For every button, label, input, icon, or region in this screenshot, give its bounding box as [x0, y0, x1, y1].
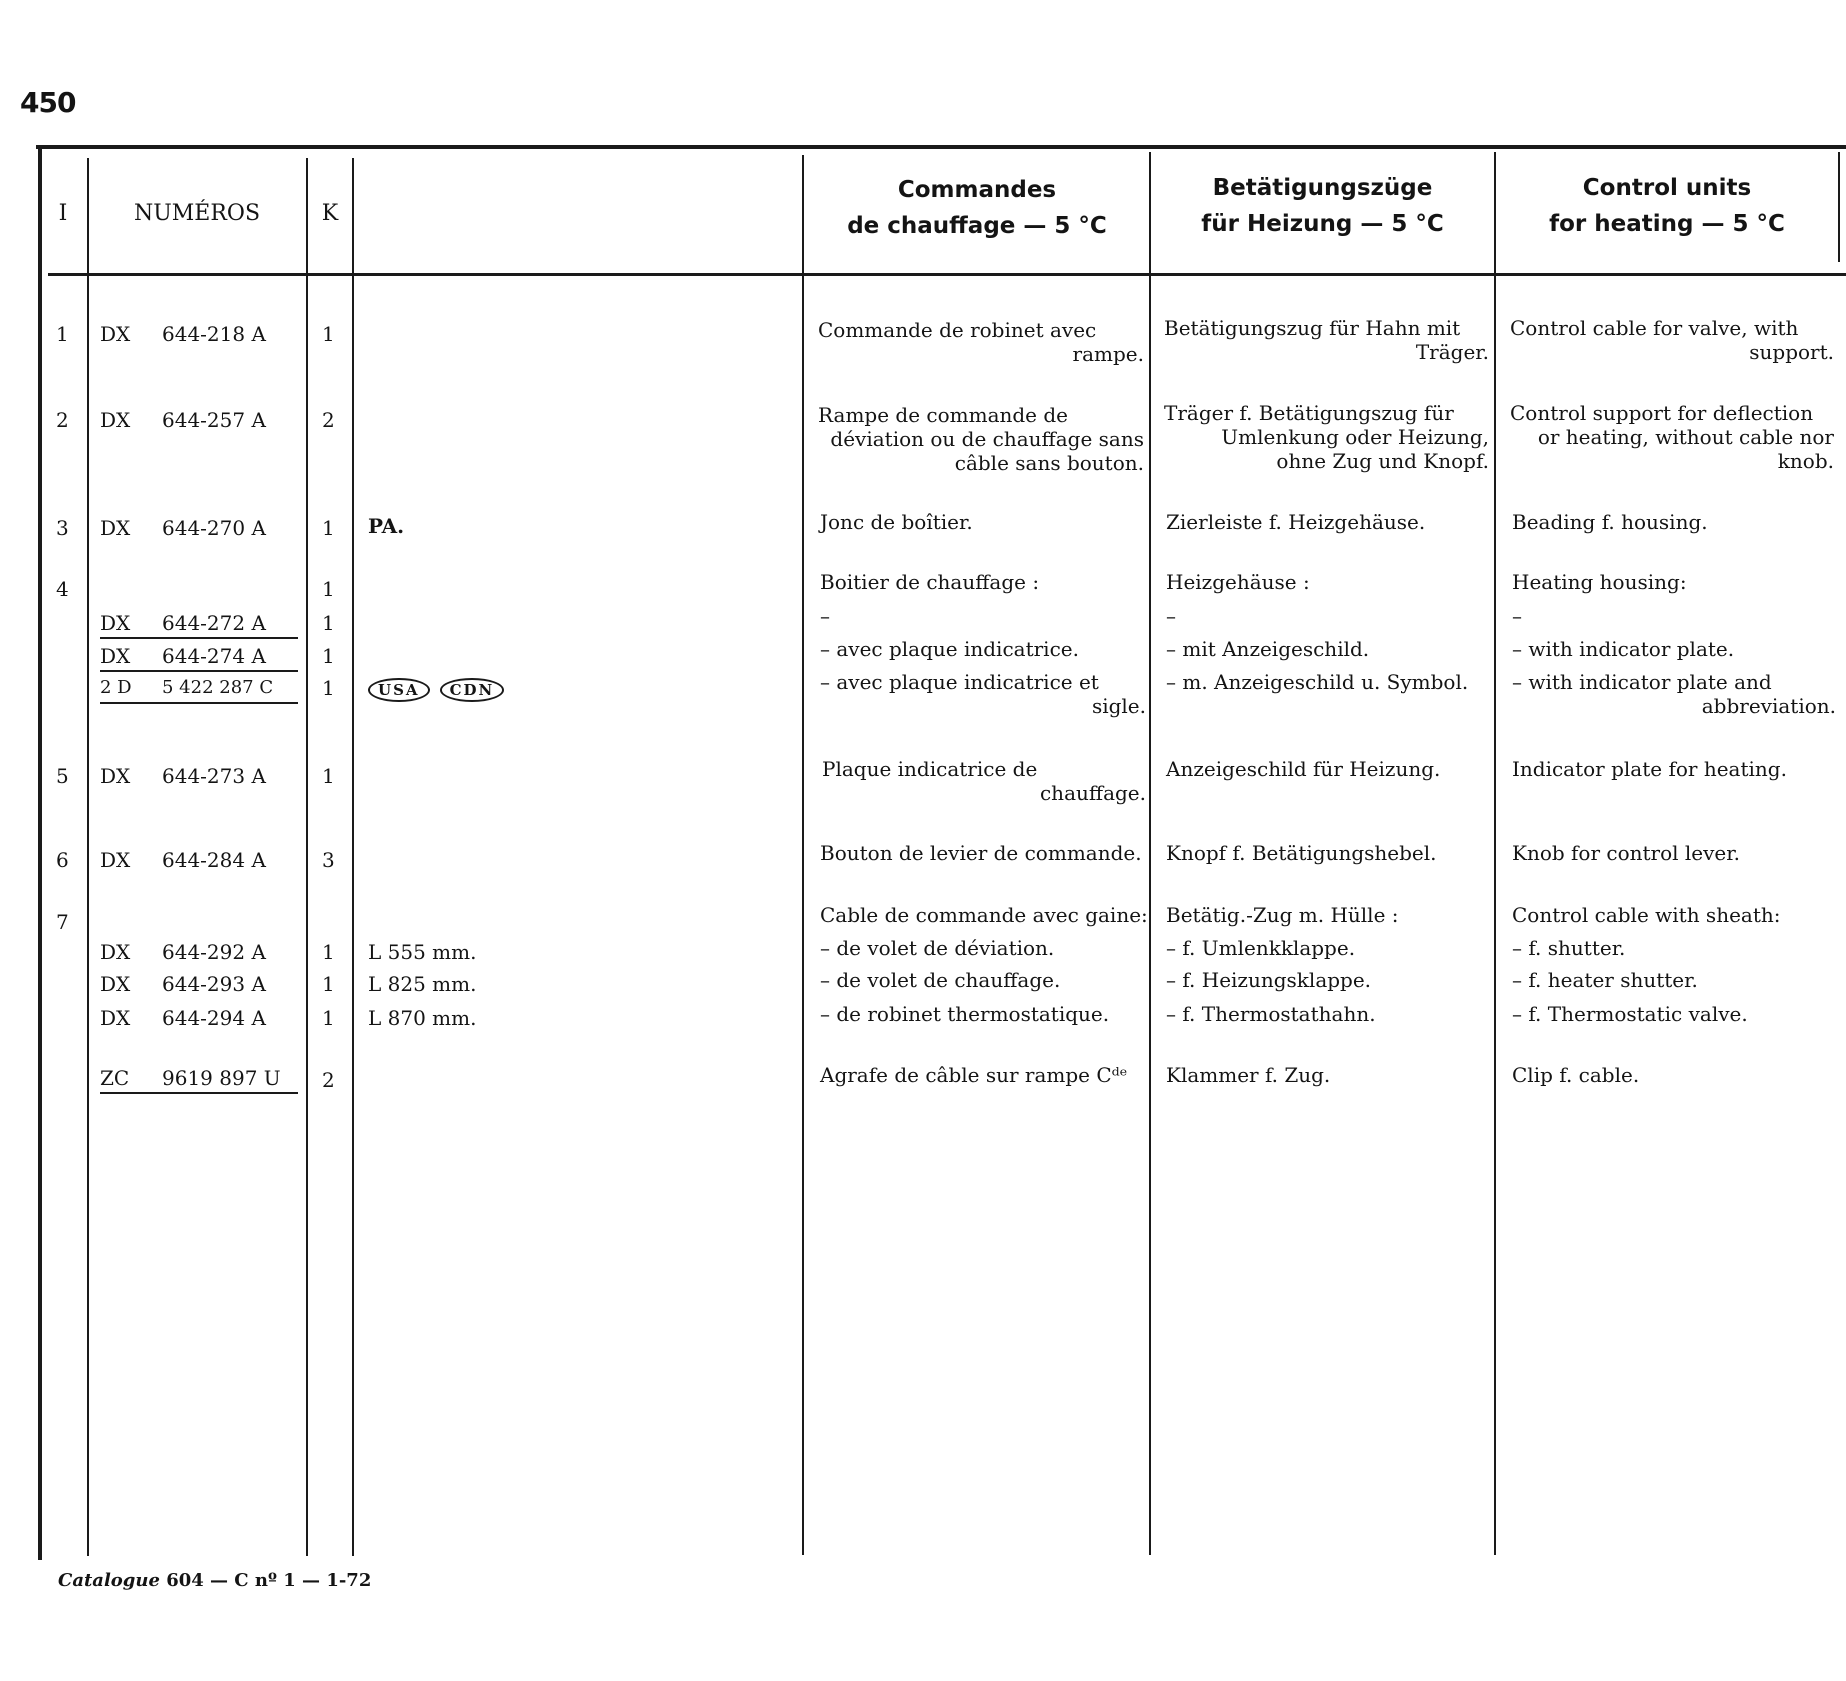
desc-german: Betätigungszug für Hahn mit Träger.	[1164, 316, 1489, 364]
quantity: 1	[322, 577, 335, 601]
part-number: DX 644-293 A	[100, 972, 266, 996]
col-divider-german	[1494, 152, 1496, 1555]
desc-german: – m. Anzeigeschild u. Symbol.	[1166, 670, 1469, 694]
row-index: 5	[56, 764, 69, 788]
desc-english: – f. heater shutter.	[1512, 968, 1698, 992]
part-number: DX 644-273 A	[100, 764, 266, 788]
desc-german: – mit Anzeigeschild.	[1166, 637, 1370, 661]
row-index: 7	[56, 910, 69, 934]
part-number: DX 644-292 A	[100, 940, 266, 964]
part-number: DX 644-257 A	[100, 408, 266, 432]
desc-english: – f. shutter.	[1512, 936, 1626, 960]
header-german-line1: Betätigungszüge	[1212, 175, 1433, 201]
col-divider-numeros	[306, 158, 308, 1556]
header-bottom-rule	[48, 273, 1846, 276]
desc-french: Agrafe de câble sur rampe Cᵈᵉ	[820, 1063, 1128, 1087]
quantity: 2	[322, 1068, 335, 1092]
col-divider-i	[87, 158, 89, 1556]
desc-english: Clip f. cable.	[1512, 1063, 1640, 1087]
quantity: 1	[322, 764, 335, 788]
catalogue-footer	[58, 1570, 371, 1591]
quantity: 1	[322, 1006, 335, 1030]
part-number: DX 644-294 A	[100, 1006, 266, 1030]
header-english-line2: for heating — 5 °C	[1549, 211, 1785, 237]
quantity: 1	[322, 940, 335, 964]
desc-german: – f. Thermostathahn.	[1166, 1002, 1376, 1026]
header-french-line2: de chauffage — 5 °C	[847, 213, 1107, 239]
part-number: DX 644-272 A	[100, 611, 298, 639]
left-border	[38, 148, 42, 1560]
desc-german: Zierleiste f. Heizgehäuse.	[1166, 510, 1426, 534]
quantity: 1	[322, 644, 335, 668]
top-rule	[36, 145, 1846, 149]
desc-french: Jonc de boîtier.	[820, 510, 973, 534]
desc-german: – f. Umlenkklappe.	[1166, 936, 1356, 960]
footer-catalogue: Catalogue	[58, 1570, 160, 1591]
col-divider-french	[1149, 152, 1151, 1555]
col-divider-remarks	[802, 155, 804, 1555]
desc-french: Bouton de levier de commande.	[820, 841, 1142, 865]
desc-english: –	[1512, 604, 1522, 628]
desc-german: Träger f. Betätigungszug für Umlenkung oder Heizung, ohne Zug und Knopf.	[1164, 401, 1489, 473]
desc-english: Control cable with sheath:	[1512, 903, 1781, 927]
part-number: 2 D 5 422 287 C	[100, 676, 298, 704]
desc-french: Rampe de commande de déviation ou de chauffage sans câble sans bouton.	[818, 403, 1144, 475]
part-number: ZC 9619 897 U	[100, 1066, 298, 1094]
desc-english: Control cable for valve, with support.	[1510, 316, 1834, 364]
row-index: 4	[56, 577, 69, 601]
header-german	[1151, 170, 1494, 242]
part-number: DX 644-270 A	[100, 516, 266, 540]
header-german-line2: für Heizung — 5 °C	[1201, 211, 1444, 237]
footer-reference: 604 — C nº 1 — 1-72	[159, 1570, 372, 1591]
desc-english: – with indicator plate and abbreviation.	[1512, 670, 1836, 718]
desc-german: Anzeigeschild für Heizung.	[1166, 757, 1441, 781]
desc-english: Heating housing:	[1512, 570, 1687, 594]
desc-french: – de volet de chauffage.	[820, 968, 1061, 992]
part-number: DX 644-284 A	[100, 848, 266, 872]
desc-german: Knopf f. Betätigungshebel.	[1166, 841, 1437, 865]
remark: PA.	[368, 514, 405, 538]
desc-english: – with indicator plate.	[1512, 637, 1735, 661]
desc-english: – f. Thermostatic valve.	[1512, 1002, 1748, 1026]
remark: L 825 mm.	[368, 972, 477, 996]
part-number: DX 644-218 A	[100, 322, 266, 346]
desc-german: Heizgehäuse :	[1166, 570, 1310, 594]
header-i: I	[58, 201, 68, 226]
desc-french: – avec plaque indicatrice et sigle.	[820, 670, 1146, 718]
market-badges	[368, 676, 514, 702]
page-number: 450	[20, 86, 76, 119]
quantity: 1	[322, 676, 335, 700]
usa-badge: USA	[368, 678, 430, 702]
row-index: 6	[56, 848, 69, 872]
quantity: 1	[322, 611, 335, 635]
col-divider-english	[1838, 152, 1840, 262]
remark: L 870 mm.	[368, 1006, 477, 1030]
row-index: 1	[56, 322, 69, 346]
row-index: 3	[56, 516, 69, 540]
desc-french: Cable de commande avec gaine:	[820, 903, 1148, 927]
desc-german: – f. Heizungsklappe.	[1166, 968, 1372, 992]
col-divider-k	[352, 158, 354, 1556]
desc-french: – de robinet thermostatique.	[820, 1002, 1110, 1026]
part-number: DX 644-274 A	[100, 644, 298, 672]
header-english	[1496, 170, 1838, 242]
desc-french: Boitier de chauffage :	[820, 570, 1040, 594]
remark: L 555 mm.	[368, 940, 477, 964]
quantity: 1	[322, 972, 335, 996]
quantity: 1	[322, 516, 335, 540]
desc-french: Plaque indicatrice de chauffage.	[822, 757, 1146, 805]
header-french	[805, 172, 1149, 244]
cdn-badge: CDN	[440, 678, 505, 702]
header-k: K	[321, 201, 339, 226]
desc-english: Control support for deflection or heating, without cable nor knob.	[1510, 401, 1834, 473]
desc-german: Klammer f. Zug.	[1166, 1063, 1331, 1087]
quantity: 3	[322, 848, 335, 872]
quantity: 2	[322, 408, 335, 432]
quantity: 1	[322, 322, 335, 346]
desc-german: –	[1166, 604, 1176, 628]
header-english-line1: Control units	[1582, 175, 1752, 201]
desc-english: Beading f. housing.	[1512, 510, 1708, 534]
desc-french: –	[820, 604, 830, 628]
desc-english: Knob for control lever.	[1512, 841, 1740, 865]
header-french-line1: Commandes	[897, 177, 1057, 203]
row-index: 2	[56, 408, 69, 432]
desc-german: Betätig.-Zug m. Hülle :	[1166, 903, 1399, 927]
desc-english: Indicator plate for heating.	[1512, 757, 1787, 781]
desc-french: – avec plaque indicatrice.	[820, 637, 1079, 661]
header-numeros: NUMÉROS	[133, 201, 261, 226]
desc-french: Commande de robinet avec rampe.	[818, 318, 1144, 366]
desc-french: – de volet de déviation.	[820, 936, 1055, 960]
